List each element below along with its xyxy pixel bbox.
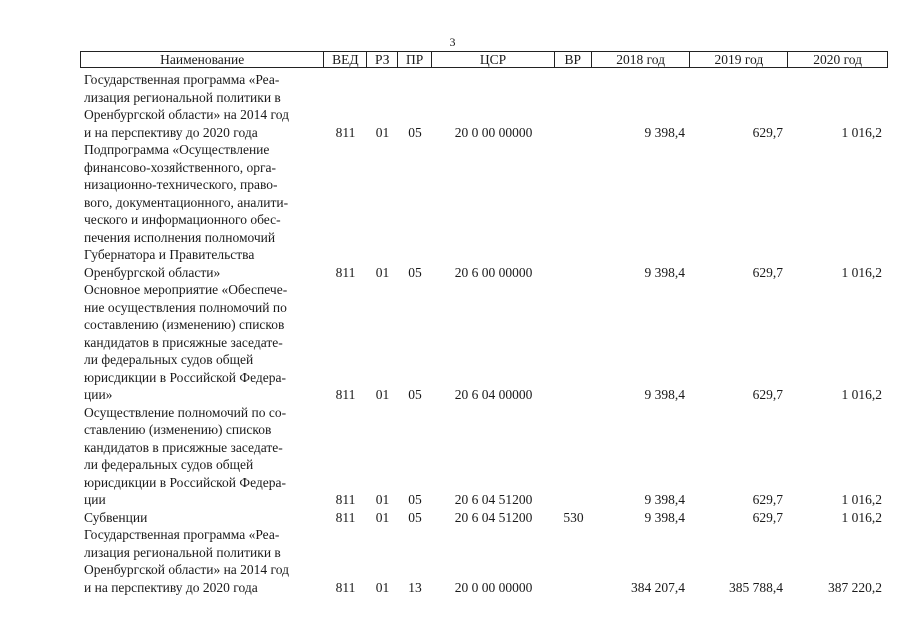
col-header-2020: 2020 год [813, 52, 862, 67]
row-2020: 1 016,2 [841, 124, 882, 140]
row-name-line: Губернатора и Правительства [84, 247, 255, 262]
row-ved: 811 [335, 124, 356, 140]
row-ved: 811 [335, 509, 356, 525]
row-name [80, 404, 324, 509]
row-2019: 629,7 [752, 387, 783, 402]
col-header-ved: ВЕД [324, 52, 367, 67]
row-vr: 530 [563, 509, 584, 525]
row-pr: 05 [408, 387, 422, 402]
row-name-line: Оренбургской области» на 2014 год [84, 562, 289, 577]
row-2020: 1 016,2 [841, 387, 882, 402]
row-2020: 387 220,2 [828, 579, 882, 595]
row-pr: 05 [408, 264, 422, 280]
table-row [80, 141, 888, 281]
row-pr: 05 [408, 509, 422, 525]
row-name-line: Основное мероприятие «Обеспече- [84, 282, 288, 297]
table-row [80, 281, 888, 404]
row-name-line: юрисдикции в Российской Федера- [84, 474, 286, 490]
row-2019: 629,7 [752, 509, 783, 525]
row-2020: 1 016,2 [841, 509, 882, 525]
row-name-line: лизация региональной политики в [84, 544, 281, 560]
col-header-csr: ЦСР [432, 52, 555, 67]
row-name-line: ли федеральных судов общей [84, 457, 254, 472]
col-header-name: Наименование [81, 52, 324, 67]
row-2018: 384 207,4 [631, 579, 685, 595]
row-csr: 20 6 04 00000 [454, 387, 533, 402]
row-rz: 01 [375, 387, 390, 402]
row-name [80, 71, 324, 141]
row-name-line: Субвенции [84, 509, 148, 525]
row-name-line: ставлению (изменению) списков [84, 422, 272, 437]
row-name-line: ции» [84, 387, 113, 402]
row-name-line: Осуществление полномочий по со- [84, 404, 287, 420]
row-csr: 20 6 04 51200 [454, 509, 533, 525]
row-name-line: вого, документационного, аналити- [84, 194, 289, 210]
row-name [80, 281, 324, 404]
row-name-line: кандидатов в присяжные заседате- [84, 439, 283, 455]
row-csr: 20 0 00 00000 [454, 124, 533, 140]
row-ved: 811 [335, 579, 356, 595]
col-header-pr: ПР [398, 52, 432, 67]
table-header [80, 51, 888, 68]
row-rz: 01 [375, 264, 390, 280]
row-csr: 20 6 00 00000 [454, 264, 533, 280]
row-name-line: ние осуществления полномочий по [84, 299, 287, 315]
row-pr: 05 [408, 492, 422, 507]
row-2018: 9 398,4 [644, 509, 685, 525]
col-header-vr: ВР [555, 52, 592, 67]
row-name-line: ции [84, 492, 106, 507]
row-rz: 01 [375, 579, 390, 595]
row-name [80, 141, 324, 281]
row-2018: 9 398,4 [644, 124, 685, 140]
row-ved: 811 [335, 264, 356, 280]
row-2019: 385 788,4 [729, 579, 783, 595]
row-rz: 01 [375, 124, 390, 140]
row-name-line: финансово-хозяйственного, орга- [84, 159, 277, 175]
row-name-line: кандидатов в присяжные заседате- [84, 334, 283, 350]
page-number: 3 [449, 35, 456, 49]
row-name-line: составлению (изменению) списков [84, 317, 285, 332]
row-2019: 629,7 [752, 492, 783, 507]
row-rz: 01 [375, 509, 390, 525]
row-name-line: Оренбургской области» [84, 264, 221, 280]
row-name-line: и на перспективу до 2020 года [84, 579, 258, 595]
col-header-rz: РЗ [367, 52, 398, 67]
col-header-2018: 2018 год [592, 52, 691, 67]
row-2020: 1 016,2 [841, 492, 882, 507]
row-2018: 9 398,4 [644, 387, 685, 402]
table-row [80, 404, 888, 509]
col-header-2019: 2019 год [690, 52, 788, 67]
table-row [80, 509, 888, 527]
table-row [80, 526, 888, 596]
row-name [80, 509, 324, 527]
row-pr: 05 [408, 124, 422, 140]
row-csr: 20 6 04 51200 [454, 492, 533, 507]
row-name-line: печения исполнения полномочий [84, 229, 276, 245]
row-csr: 20 0 00 00000 [454, 579, 533, 595]
row-2020: 1 016,2 [841, 264, 882, 280]
row-name [80, 526, 324, 596]
row-2018: 9 398,4 [644, 492, 685, 507]
row-ved: 811 [335, 387, 356, 402]
table-row [80, 71, 888, 141]
row-name-line: юрисдикции в Российской Федера- [84, 369, 286, 385]
row-ved: 811 [335, 492, 356, 507]
row-name-line: лизация региональной политики в [84, 89, 281, 105]
row-name-line: и на перспективу до 2020 года [84, 124, 258, 140]
row-name-line: Государственная программа «Реа- [84, 527, 280, 542]
row-2019: 629,7 [752, 264, 783, 280]
row-2018: 9 398,4 [644, 264, 685, 280]
row-name-line: Оренбургской области» на 2014 год [84, 107, 289, 122]
row-name-line: ческого и информационного обес- [84, 212, 281, 227]
row-pr: 13 [408, 579, 422, 595]
row-2019: 629,7 [752, 124, 783, 140]
table-body [80, 71, 888, 596]
row-name-line: Подпрограмма «Осуществление [84, 142, 270, 157]
row-name-line: ли федеральных судов общей [84, 352, 254, 367]
row-name-line: Государственная программа «Реа- [84, 72, 280, 87]
row-name-line: низационно-технического, право- [84, 177, 278, 192]
row-rz: 01 [375, 492, 390, 507]
